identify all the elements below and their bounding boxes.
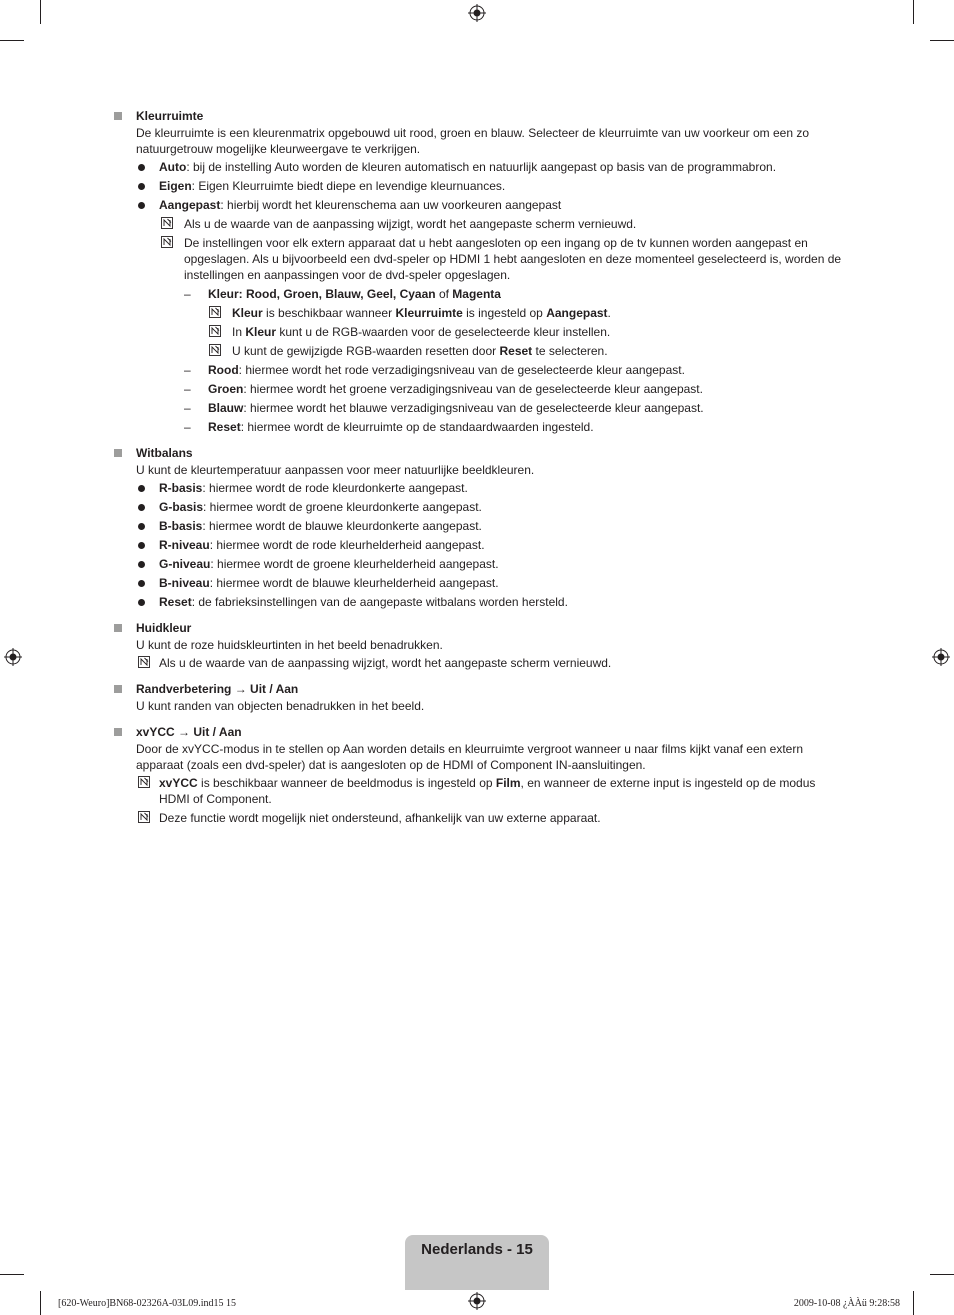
bullet-icon <box>138 504 145 511</box>
section-intro: Door de xvYCC-modus in te stellen op Aan worden details en kleurruimte vergroot wanneer u naar films kijkt vanaf een extern apparaat (zoals een dvd-speler) dat is aangesloten op de HDMI of Component IN-aansluitingen. <box>136 742 804 772</box>
print-slug-left: [620-Weuro]BN68-02326A-03L09.ind15 15 <box>58 1298 237 1309</box>
bullet-icon <box>138 561 145 568</box>
section-randverbetering <box>114 681 844 714</box>
bullet-icon <box>138 164 145 171</box>
list-item: B-niveau: hiermee wordt de blauwe kleurhelderheid aangepast. <box>114 575 844 591</box>
dash-item: – Kleur: Rood, Groen, Blauw, Geel, Cyaan of Magenta <box>184 287 501 301</box>
crop-mark-top-left-h <box>0 40 24 41</box>
crop-mark-top-right-h <box>930 40 954 41</box>
note-item: Als u de waarde van de aanpassing wijzigt, wordt het aangepaste scherm vernieuwd. <box>114 216 844 232</box>
dash-item: – Blauw: hiermee wordt het blauwe verzadigingsniveau van de geselecteerde kleur aangepast. <box>184 401 704 415</box>
section-heading: xvYCC → Uit / Aan <box>114 724 844 741</box>
section-xvycc <box>114 724 844 826</box>
note-item: Als u de waarde van de aanpassing wijzigt, wordt het aangepaste scherm vernieuwd. <box>114 655 844 671</box>
section-intro: U kunt randen van objecten benadrukken in het beeld. <box>136 699 425 713</box>
bullet-icon <box>138 202 145 209</box>
bullet-icon <box>138 542 145 549</box>
section-heading: Huidkleur <box>114 620 844 637</box>
list-item: R-niveau: hiermee wordt de rode kleurhelderheid aangepast. <box>114 537 844 553</box>
bullet-icon <box>138 523 145 530</box>
square-bullet-icon <box>114 685 122 693</box>
section-heading: Randverbetering → Uit / Aan <box>114 681 844 698</box>
crop-mark-bottom-right-h <box>930 1274 954 1275</box>
list-item: B-basis: hiermee wordt de blauwe kleurdonkerte aangepast. <box>114 518 844 534</box>
page-number-label: Nederlands - 15 <box>421 1241 533 1258</box>
note-icon <box>161 217 173 229</box>
section-witbalans <box>114 445 844 610</box>
section-intro: U kunt de kleurtemperatuur aanpassen voor meer natuurlijke beeldkleuren. <box>136 463 535 477</box>
list-item: G-niveau: hiermee wordt de groene kleurhelderheid aangepast. <box>114 556 844 572</box>
note-item: Kleur is beschikbaar wanneer Kleurruimte is ingesteld op Aangepast. <box>114 305 844 321</box>
list-item: R-basis: hiermee wordt de rode kleurdonkerte aangepast. <box>114 480 844 496</box>
section-heading: Witbalans <box>114 445 844 462</box>
crop-mark-top-right-v <box>913 0 914 24</box>
section-kleurruimte <box>114 108 844 435</box>
note-icon <box>161 236 173 248</box>
list-item: G-basis: hiermee wordt de groene kleurdonkerte aangepast. <box>114 499 844 515</box>
list-item: Auto: bij de instelling Auto worden de kleuren automatisch en natuurlijk aangepast op basis van de programmabron. <box>114 159 844 175</box>
list-item: Aangepast: hierbij wordt het kleurenschema aan uw voorkeuren aangepast <box>114 197 844 213</box>
dash-item: – Rood: hiermee wordt het rode verzadigingsniveau van de geselecteerde kleur aangepast. <box>184 363 685 377</box>
note-item: Deze functie wordt mogelijk niet ondersteund, afhankelijk van uw externe apparaat. <box>114 810 844 826</box>
section-intro: U kunt de roze huidskleurtinten in het beeld benadrukken. <box>136 638 443 652</box>
crop-mark-bottom-left-h <box>0 1274 24 1275</box>
section-intro: De kleurruimte is een kleurenmatrix opgebouwd uit rood, groen en blauw. Selecteer de kleurruimte van uw voorkeur om een zo natuurgetrouw mogelijke kleurweergave te verkrijgen. <box>136 126 810 156</box>
bullet-icon <box>138 599 145 606</box>
crop-mark-bottom-right-v <box>913 1291 914 1315</box>
registration-mark-icon <box>932 648 950 666</box>
note-icon <box>209 325 221 337</box>
registration-mark-icon <box>468 1292 486 1310</box>
note-item: De instellingen voor elk extern apparaat dat u hebt aangesloten op een ingang op de tv kunnen worden aangepast en opgeslagen. Als u bijvoorbeeld een dvd-speler op HDMI 1 hebt aangesloten en deze momenteel geselecteerd is, worden de instellingen en aanpassingen voor de dvd-speler opgeslagen. <box>114 235 844 283</box>
dash-item: – Groen: hiermee wordt het groene verzadigingsniveau van de geselecteerde kleur aangepast. <box>184 382 703 396</box>
dash-item: – Reset: hiermee wordt de kleurruimte op de standaardwaarden ingesteld. <box>184 420 594 434</box>
note-icon <box>209 306 221 318</box>
square-bullet-icon <box>114 112 122 120</box>
note-icon <box>138 811 150 823</box>
note-icon <box>138 656 150 668</box>
bullet-icon <box>138 485 145 492</box>
note-icon <box>209 344 221 356</box>
note-item: U kunt de gewijzigde RGB-waarden resetten door Reset te selecteren. <box>114 343 844 359</box>
page-number-tab <box>405 1235 549 1290</box>
print-slug-right: 2009-10-08 ¿ÀÀü 9:28:58 <box>793 1298 900 1309</box>
registration-mark-icon <box>468 4 486 22</box>
square-bullet-icon <box>114 728 122 736</box>
bullet-icon <box>138 580 145 587</box>
square-bullet-icon <box>114 624 122 632</box>
note-icon <box>138 776 150 788</box>
crop-mark-bottom-left-v <box>40 1291 41 1315</box>
bullet-icon <box>138 183 145 190</box>
list-item: Eigen: Eigen Kleurruimte biedt diepe en levendige kleurnuances. <box>114 178 844 194</box>
crop-mark-top-left-v <box>40 0 41 24</box>
note-item: xvYCC is beschikbaar wanneer de beeldmodus is ingesteld op Film, en wanneer de externe input is ingesteld op de modus HDMI of Component. <box>114 775 844 807</box>
registration-mark-icon <box>4 648 22 666</box>
note-item: In Kleur kunt u de RGB-waarden voor de geselecteerde kleur instellen. <box>114 324 844 340</box>
section-huidkleur <box>114 620 844 671</box>
page-content <box>114 108 844 836</box>
section-heading: Kleurruimte <box>114 108 844 125</box>
square-bullet-icon <box>114 449 122 457</box>
list-item: Reset: de fabrieksinstellingen van de aangepaste witbalans worden hersteld. <box>114 594 844 610</box>
